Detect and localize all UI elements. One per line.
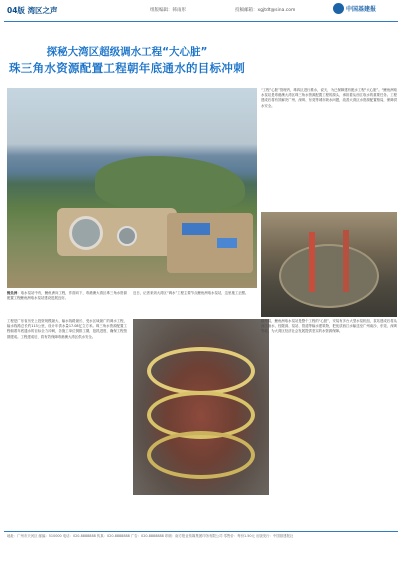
photo-caption: 鲤鱼洲：取水泵站中有，鲤鱼洲向工程，作面向下，粤港澳大湾区珠三角水资源配置工程鲤鱼洲取水泵站建设进展良好。 <box>7 291 127 301</box>
article-mid-top: 近日，记者来到大湾区“调水”工程主要节点鲤鱼洲取水泵站，这里施工正酣。 <box>133 291 249 295</box>
pump-pit-photo <box>133 319 269 495</box>
article-right-bottom: 据介绍，鲤鱼洲取水泵站是整个工程的“心脏”，安装有多台大型水泵机组，泵站建成后将从西江抽水，经隧洞、泵站、管道等输水建筑物，把优质西江水输送至广州南沙、东莞、深圳等地，为大湾区经济社会发展提供坚实的水资源保障。 <box>261 319 397 334</box>
aerial-photo <box>7 88 257 288</box>
footer-rule <box>4 531 398 532</box>
page-number: 04版 湾区之声 <box>7 6 58 15</box>
page-header <box>0 0 402 20</box>
article-right-top: “工程”心脏”管理内，珠四区进行推水，说天，为已保障建有配水工程“大心脏”。“鲤鱼洲取水泵站是粤港澳大湾区珠三角水资源配置工程的源头，承担着从西江取水的重要任务。工程建成后将有效解决广州、深圳、东莞等城市缺水问题，改善大湾区水资源配置格局，保障供水安全。 <box>261 88 397 108</box>
pump-station-photo <box>261 212 397 317</box>
logo-seal-icon <box>333 3 344 14</box>
article-left-bottom: 工程是广东省历史上投资规模最大、输水线路最长、受水区域最广的调水工程，输水线路总长约113公里，设计年供水量17.08亿立方米。珠三角水资源配置工程朝着年底通水的目标全力冲刺，各施工单位倒排工期，抢抓进度，确保工程按期建成。工程建成后，将有效保障粤港澳大湾区供水安全。 <box>7 319 127 339</box>
headline-line2: 珠三角水资源配置工程朝年底通水的目标冲刺 <box>9 61 245 75</box>
header-rule <box>4 21 398 22</box>
page-footer: 地址：广州市天河区 邮编：510000 电话：020-8888888 传真：020-8888888 广告：020-8888888 印刷：南方报业传媒集团印务有限公司 零售价：每份1.50元 出版发行：中国基建报社 <box>7 534 294 538</box>
email-label: 投稿邮箱：xgjtdt@sina.com <box>235 8 296 13</box>
newspaper-logo: 中国基建报 <box>333 3 376 14</box>
headline-line1: 探秘大湾区超级调水工程“大心脏” <box>46 46 208 58</box>
editor-label: 组版编辑：韩雨彤 <box>150 8 186 13</box>
